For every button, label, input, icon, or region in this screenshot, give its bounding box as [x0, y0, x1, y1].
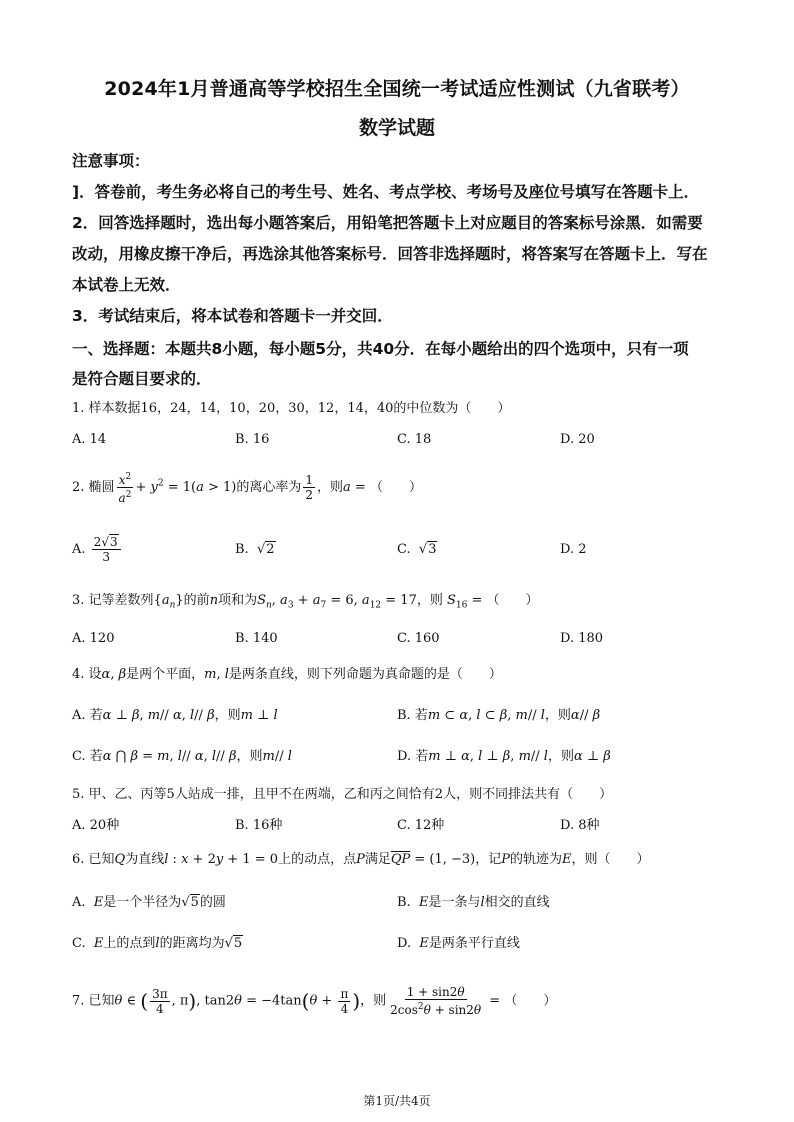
question-2-option-a: A. $\frac{2√3}{3}$ [72, 535, 123, 564]
section-heading-line-2: 是符合题目要求的． [72, 370, 212, 388]
question-4-option-a: A. 若α ⊥ β, m// α, l// β，则m ⊥ l [72, 708, 278, 723]
question-4-option-c: C. 若α ⋂ β = m, l// α, l// β，则m// l [72, 749, 292, 764]
question-2-prefix: 2. 椭圆 [72, 480, 115, 495]
question-6-option-a: A. E是一个半径为√5的圆 [72, 895, 226, 910]
question-2-option-b: B. √2 [235, 542, 275, 557]
page-subtitle: 数学试题 [358, 117, 435, 139]
question-3-option-a: A. 120 [72, 631, 115, 646]
question-2-tail: （ ） [369, 480, 422, 495]
section-heading-line-1: 一、选择题：本题共8小题，每小题5分，共40分．在每小题给出的四个选项中，只有一项 [72, 340, 689, 358]
notice-item-3: 3．考试结束后，将本试卷和答题卡一并交回． [72, 307, 393, 325]
question-2-fraction: $\frac{x^2}{a^2}$ [118, 472, 132, 505]
question-2-option-d: D. 2 [560, 542, 587, 557]
question-2-mid-1: 的离心率为 [236, 480, 302, 495]
question-1-option-c: C. 18 [397, 432, 432, 447]
question-3-option-d: D. 180 [560, 631, 604, 646]
question-5-stem: 5. 甲、乙、丙等5人站成一排，且甲不在两端，乙和丙之间恰有2人，则不同排法共有（ ） [72, 787, 613, 802]
notice-item-1: ]．答卷前，考生务必将自己的考生号、姓名、考点学校、考场号及座位号填写在答题卡上． [72, 183, 700, 201]
question-5-option-a: A. 20种 [72, 818, 120, 833]
page-footer: 第1页/共4页 [363, 1094, 431, 1108]
notice-item-2-line-3: 本试卷上无效． [72, 276, 181, 294]
question-5-option-d: D. 8种 [560, 818, 600, 833]
question-2-option-c: C. √3 [397, 542, 437, 557]
question-4-option-d: D. 若m ⊥ α, l ⊥ β, m// l，则α ⊥ β [397, 749, 611, 764]
question-6-option-c: C. E上的点到l的距离均为√5 [72, 936, 243, 951]
question-5-option-c: C. 12种 [397, 818, 445, 833]
question-6-option-b: B. E是一条与l相交的直线 [397, 895, 550, 910]
question-1-option-a: A. 14 [72, 432, 107, 447]
notice-item-2-line-1: 2．回答选择题时，选出每小题答案后，用铅笔把答题卡上对应题目的答案标号涂黑．如需要 [72, 214, 703, 232]
page-title: 2024年1月普通高等学校招生全国统一考试适应性测试（九省联考） [104, 78, 690, 100]
question-2-stem: 2. 椭圆 $\frac{x^2}{a^2}$ + $y^2 = 1(a > 1)$的离心率为 $\frac{1}{2}$ ，则a = （ ） [72, 472, 422, 505]
question-2-mid-2: ，则 [316, 480, 343, 495]
question-4-option-b: B. 若m ⊂ α, l ⊂ β, m// l，则α// β [397, 708, 601, 723]
question-7-stem: 7. 已知θ ∈ ( $\frac{3\pi}{4}$ , π), tan2θ = −4tan(θ + $\frac{\pi}{4}$ )，则 $\frac{1 + \sin 2\theta}{2\cos^2\theta + \sin 2\theta}$ = （ ） [72, 985, 557, 1017]
question-3-stem: 3. 记等差数列$\{a_n\}$的前n项和为$S_n$, $a_3 + a_7 = 6$, $a_{12} = 17$，则 $S_{16}$ = （ ） [72, 593, 539, 611]
question-1-stem: 1. 样本数据16，24，14，10，20，30，12，14，40的中位数为（ ） [72, 401, 511, 416]
notice-heading: 注意事项： [72, 152, 150, 170]
question-6-stem: 6. 已知Q为直线l : x + 2y + 1 = 0上的动点，点P满足$\overline{QP} = (1$, −3)，记P的轨迹为E，则（ ） [72, 852, 650, 867]
notice-item-2-line-2: 改动，用橡皮擦干净后，再选涂其他答案标号．回答非选择题时，将答案写在答题卡上．写在 [72, 245, 708, 263]
question-2-half: $\frac{1}{2}$ [305, 473, 313, 502]
question-5-option-b: B. 16种 [235, 818, 283, 833]
question-1-option-b: B. 16 [235, 432, 270, 447]
question-3-option-c: C. 160 [397, 631, 440, 646]
question-3-option-b: B. 140 [235, 631, 278, 646]
question-1-option-d: D. 20 [560, 432, 595, 447]
question-4-stem: 4. 设α, β是两个平面，m, l是两条直线，则下列命题为真命题的是（ ） [72, 667, 502, 682]
question-6-option-d: D. E是两条平行直线 [397, 936, 520, 951]
